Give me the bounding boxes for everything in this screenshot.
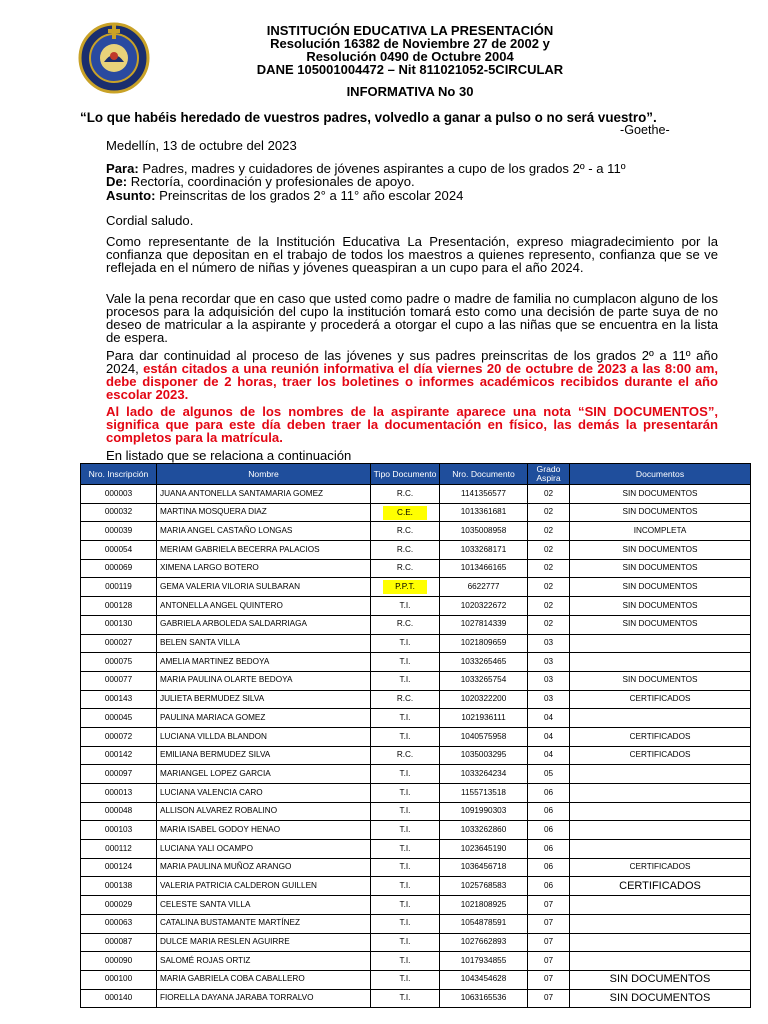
table-row <box>81 896 751 915</box>
cell-name: MARIANGEL LOPEZ GARCIA <box>157 765 371 784</box>
cell-documents: CERTIFICADOS <box>570 877 751 896</box>
cell-inscription: 000003 <box>81 485 157 504</box>
sender-line <box>106 175 718 188</box>
table-row <box>81 727 751 746</box>
cell-name: GABRIELA ARBOLEDA SALDARRIAGA <box>157 615 371 634</box>
cell-doc-type: T.I. <box>371 802 440 821</box>
cell-grade: 07 <box>528 970 570 989</box>
cell-documents <box>570 765 751 784</box>
table-row <box>81 578 751 597</box>
cell-doc-type: T.I. <box>371 914 440 933</box>
cell-doc-number: 1013361681 <box>440 503 528 522</box>
cell-inscription: 000124 <box>81 858 157 877</box>
cell-inscription: 000069 <box>81 559 157 578</box>
table-row <box>81 746 751 765</box>
cell-doc-number: 1013466165 <box>440 559 528 578</box>
cell-grade: 03 <box>528 671 570 690</box>
cell-doc-number: 1091990303 <box>440 802 528 821</box>
cell-grade: 07 <box>528 952 570 971</box>
cell-doc-type: T.I. <box>371 634 440 653</box>
table-row <box>81 690 751 709</box>
col-header-doc-type: Tipo Documento <box>371 464 440 485</box>
cell-doc-type: R.C. <box>371 485 440 504</box>
cell-inscription: 000140 <box>81 989 157 1008</box>
cell-inscription: 000128 <box>81 597 157 616</box>
cell-doc-number: 1141356577 <box>440 485 528 504</box>
cell-inscription: 000054 <box>81 541 157 560</box>
cell-doc-number: 1035003295 <box>440 746 528 765</box>
resolution-line-2: Resolución 0490 de Octubre 2004 <box>306 49 514 64</box>
cell-name: PAULINA MARIACA GOMEZ <box>157 709 371 728</box>
cell-doc-number: 1033265465 <box>440 653 528 672</box>
paragraph-gratitude: Como representante de la Institución Educativa La Presentación, expreso miagradecimiento por la confianza que depositan en el trabajo de todos los maestros a quienes represento, confianza que se ve reflejada en el número de niñas y jóvenes queaspiran a un cupo para el año 2024. <box>106 234 718 275</box>
cell-documents <box>570 802 751 821</box>
table-body <box>81 485 751 1008</box>
cell-inscription: 000027 <box>81 634 157 653</box>
cell-grade: 02 <box>528 485 570 504</box>
cell-doc-number: 1021936111 <box>440 709 528 728</box>
col-header-documents: Documentos <box>570 464 751 485</box>
cell-doc-number: 1033264234 <box>440 765 528 784</box>
meeting-intro: Para dar continuidad al proceso de las jóvenes y sus padres preinscritas de los grados 2º a 11º año 2024, <box>106 348 718 376</box>
table-row <box>81 802 751 821</box>
table-header-row <box>81 464 751 485</box>
cell-doc-type: T.I. <box>371 671 440 690</box>
cell-inscription: 000087 <box>81 933 157 952</box>
cell-doc-number: 1020322200 <box>440 690 528 709</box>
cell-inscription: 000097 <box>81 765 157 784</box>
para-value: Padres, madres y cuidadores de jóvenes aspirantes a cupo de los grados 2º - a 11º <box>138 161 626 176</box>
cell-inscription: 000130 <box>81 615 157 634</box>
table-row <box>81 784 751 803</box>
cell-doc-type: R.C. <box>371 746 440 765</box>
cell-inscription: 000112 <box>81 840 157 859</box>
cell-documents: SIN DOCUMENTOS <box>570 503 751 522</box>
epigraph-author: -Goethe- <box>620 123 670 137</box>
cell-inscription: 000103 <box>81 821 157 840</box>
cell-documents <box>570 896 751 915</box>
cell-doc-type: R.C. <box>371 559 440 578</box>
highlighted-doc-type: C.E. <box>383 506 427 520</box>
subject-line <box>106 189 718 202</box>
cell-name: JUANA ANTONELLA SANTAMARIA GOMEZ <box>157 485 371 504</box>
cell-doc-number: 1035008958 <box>440 522 528 541</box>
cell-documents: SIN DOCUMENTOS <box>570 485 751 504</box>
cell-grade: 06 <box>528 877 570 896</box>
cell-name: MARIA ISABEL GODOY HENAO <box>157 821 371 840</box>
cell-documents: SIN DOCUMENTOS <box>570 578 751 597</box>
cell-inscription: 000029 <box>81 896 157 915</box>
cell-documents: SIN DOCUMENTOS <box>570 597 751 616</box>
cell-inscription: 000075 <box>81 653 157 672</box>
cell-name: XIMENA LARGO BOTERO <box>157 559 371 578</box>
cell-doc-number: 1033265754 <box>440 671 528 690</box>
cell-doc-number: 1040575958 <box>440 727 528 746</box>
applicants-table <box>80 463 751 1008</box>
cell-doc-number: 1054878591 <box>440 914 528 933</box>
cell-inscription: 000072 <box>81 727 157 746</box>
cell-name: SALOMÉ ROJAS ORTIZ <box>157 952 371 971</box>
cell-name: JULIETA BERMUDEZ SILVA <box>157 690 371 709</box>
cell-name: MARTINA MOSQUERA DIAZ <box>157 503 371 522</box>
cell-grade: 02 <box>528 522 570 541</box>
table-row <box>81 840 751 859</box>
para-label: Para: <box>106 161 139 176</box>
cell-grade: 02 <box>528 503 570 522</box>
table-row <box>81 503 751 522</box>
cell-doc-number: 1033268171 <box>440 541 528 560</box>
cell-inscription: 000048 <box>81 802 157 821</box>
cell-doc-type: T.I. <box>371 840 440 859</box>
table-row <box>81 559 751 578</box>
cell-name: CELESTE SANTA VILLA <box>157 896 371 915</box>
table-row <box>81 989 751 1008</box>
cell-doc-number: 1043454628 <box>440 970 528 989</box>
cell-grade: 05 <box>528 765 570 784</box>
cell-doc-type: T.I. <box>371 597 440 616</box>
cell-grade: 06 <box>528 821 570 840</box>
table-row <box>81 597 751 616</box>
cell-name: BELEN SANTA VILLA <box>157 634 371 653</box>
cell-name: VALERIA PATRICIA CALDERON GUILLEN <box>157 877 371 896</box>
cell-documents: SIN DOCUMENTOS <box>570 989 751 1008</box>
table-row <box>81 970 751 989</box>
de-label: De: <box>106 174 128 189</box>
table-row <box>81 821 751 840</box>
cell-grade: 02 <box>528 615 570 634</box>
cell-grade: 04 <box>528 709 570 728</box>
cell-doc-number: 1027662893 <box>440 933 528 952</box>
cell-grade: 04 <box>528 727 570 746</box>
table-row <box>81 653 751 672</box>
highlighted-doc-type: P.P.T. <box>383 580 427 594</box>
cell-grade: 07 <box>528 914 570 933</box>
table-row <box>81 765 751 784</box>
cell-name: MARIA PAULINA OLARTE BEDOYA <box>157 671 371 690</box>
letterhead <box>190 24 630 76</box>
resolution-line-1: Resolución 16382 de Noviembre 27 de 2002 y <box>270 36 550 51</box>
cell-grade: 03 <box>528 690 570 709</box>
cell-documents <box>570 914 751 933</box>
cell-doc-type: T.I. <box>371 952 440 971</box>
cell-documents: CERTIFICADOS <box>570 858 751 877</box>
cell-name: MARIA ANGEL CASTAÑO LONGAS <box>157 522 371 541</box>
cell-documents: CERTIFICADOS <box>570 746 751 765</box>
cell-documents: CERTIFICADOS <box>570 727 751 746</box>
cell-doc-type: T.I. <box>371 896 440 915</box>
school-crest-logo <box>78 22 150 94</box>
paragraph-reminder: Vale la pena recordar que en caso que usted como padre o madre de familia no cumplacon alguno de los procesos para la adquisición del cupo la institución tomará esto como una decisión de parte suya de no deseo de matricular a la aspirante y procederá a otorgar el cupo a las niñas que se encuentra en la lista de espera. <box>106 291 718 345</box>
cell-grade: 04 <box>528 746 570 765</box>
table-row <box>81 541 751 560</box>
cell-doc-number: 1020322672 <box>440 597 528 616</box>
table-row <box>81 671 751 690</box>
cell-documents <box>570 784 751 803</box>
cell-inscription: 000119 <box>81 578 157 597</box>
cell-documents: INCOMPLETA <box>570 522 751 541</box>
table-row <box>81 933 751 952</box>
list-intro: En listado que se relaciona a continuación <box>106 448 352 463</box>
cell-doc-number: 6622777 <box>440 578 528 597</box>
col-header-doc-number: Nro. Documento <box>440 464 528 485</box>
asunto-label: Asunto: <box>106 188 156 203</box>
paragraph-documents-note: Al lado de algunos de los nombres de la aspirante aparece una nota “SIN DOCUMENTOS”, significa que para este día deben traer la documentación en físico, las demás la presentarán completos para la matrícula. <box>106 404 718 445</box>
table-row <box>81 952 751 971</box>
cell-doc-number: 1036456718 <box>440 858 528 877</box>
cell-documents: SIN DOCUMENTOS <box>570 671 751 690</box>
cell-doc-type: T.I. <box>371 653 440 672</box>
cell-doc-number: 1155713518 <box>440 784 528 803</box>
cell-doc-number: 1063165536 <box>440 989 528 1008</box>
cell-documents <box>570 709 751 728</box>
cell-name: LUCIANA VILLDA BLANDON <box>157 727 371 746</box>
col-header-inscription: Nro. Inscripción <box>81 464 157 485</box>
cell-inscription: 000100 <box>81 970 157 989</box>
cell-name: MARIA PAULINA MUÑOZ ARANGO <box>157 858 371 877</box>
cell-doc-type: R.C. <box>371 522 440 541</box>
table-row <box>81 914 751 933</box>
col-header-name: Nombre <box>157 464 371 485</box>
cell-inscription: 000063 <box>81 914 157 933</box>
cell-grade: 03 <box>528 634 570 653</box>
cell-grade: 07 <box>528 896 570 915</box>
de-value: Rectoría, coordinación y profesionales de apoyo. <box>127 174 415 189</box>
col-header-grade: Grado Aspira <box>528 464 570 485</box>
cell-name: AMELIA MARTINEZ BEDOYA <box>157 653 371 672</box>
cell-inscription: 000039 <box>81 522 157 541</box>
cell-inscription: 000090 <box>81 952 157 971</box>
epigraph-quote: “Lo que habéis heredado de vuestros padres, volvedlo a ganar a pulso o no será vuestro”. <box>80 110 657 125</box>
cell-doc-type: T.I. <box>371 970 440 989</box>
cell-name: ANTONELLA ANGEL QUINTERO <box>157 597 371 616</box>
cell-inscription: 000032 <box>81 503 157 522</box>
circular-title: INFORMATIVA No 30 <box>346 84 474 99</box>
cell-documents <box>570 952 751 971</box>
cell-documents: SIN DOCUMENTOS <box>570 541 751 560</box>
cell-doc-type: T.I. <box>371 765 440 784</box>
cell-doc-type <box>371 503 440 522</box>
cell-inscription: 000013 <box>81 784 157 803</box>
cell-documents: SIN DOCUMENTOS <box>570 970 751 989</box>
cell-grade: 03 <box>528 653 570 672</box>
greeting: Cordial saludo. <box>106 213 194 228</box>
cell-name: LUCIANA YALI OCAMPO <box>157 840 371 859</box>
cell-name: DULCE MARIA RESLEN AGUIRRE <box>157 933 371 952</box>
cell-doc-number: 1017934855 <box>440 952 528 971</box>
cell-grade: 07 <box>528 933 570 952</box>
cell-doc-type: R.C. <box>371 615 440 634</box>
place-date: Medellín, 13 de octubre del 2023 <box>106 138 297 153</box>
cell-documents: SIN DOCUMENTOS <box>570 559 751 578</box>
paragraph-meeting <box>106 349 718 401</box>
cell-grade: 06 <box>528 784 570 803</box>
cell-name: MERIAM GABRIELA BECERRA PALACIOS <box>157 541 371 560</box>
cell-grade: 06 <box>528 802 570 821</box>
cell-doc-number: 1027814339 <box>440 615 528 634</box>
cell-documents: CERTIFICADOS <box>570 690 751 709</box>
cell-doc-type: T.I. <box>371 933 440 952</box>
cell-doc-type: R.C. <box>371 690 440 709</box>
cell-doc-type: R.C. <box>371 541 440 560</box>
table-row <box>81 709 751 728</box>
cell-doc-number: 1025768583 <box>440 877 528 896</box>
cell-documents <box>570 653 751 672</box>
cell-inscription: 000143 <box>81 690 157 709</box>
cell-name: FIORELLA DAYANA JARABA TORRALVO <box>157 989 371 1008</box>
table-row <box>81 522 751 541</box>
cell-name: CATALINA BUSTAMANTE MARTÍNEZ <box>157 914 371 933</box>
cell-documents: SIN DOCUMENTOS <box>570 615 751 634</box>
cell-documents <box>570 840 751 859</box>
cell-documents <box>570 821 751 840</box>
cell-inscription: 000138 <box>81 877 157 896</box>
table-row <box>81 485 751 504</box>
cell-grade: 02 <box>528 541 570 560</box>
table-row <box>81 877 751 896</box>
cell-inscription: 000142 <box>81 746 157 765</box>
cell-grade: 02 <box>528 578 570 597</box>
cell-name: LUCIANA VALENCIA CARO <box>157 784 371 803</box>
cell-doc-number: 1021809659 <box>440 634 528 653</box>
cell-doc-type: T.I. <box>371 727 440 746</box>
cell-name: ALLISON ALVAREZ ROBALINO <box>157 802 371 821</box>
cell-grade: 06 <box>528 858 570 877</box>
table-row <box>81 615 751 634</box>
cell-doc-type: T.I. <box>371 821 440 840</box>
cell-doc-type: T.I. <box>371 877 440 896</box>
cell-inscription: 000077 <box>81 671 157 690</box>
table-row <box>81 858 751 877</box>
cell-name: GEMA VALERIA VILORIA SULBARAN <box>157 578 371 597</box>
cell-grade: 07 <box>528 989 570 1008</box>
cell-doc-number: 1033262860 <box>440 821 528 840</box>
meeting-notice: están citados a una reunión informativa el día viernes 20 de octubre de 2023 a las 8:00 am, debe disponer de 2 horas, traer los boletines o informes académicos recibidos durante el año escolar 2023. <box>106 361 718 402</box>
cell-doc-type: T.I. <box>371 784 440 803</box>
asunto-value: Preinscritas de los grados 2° a 11° año escolar 2024 <box>155 188 464 203</box>
cell-documents <box>570 634 751 653</box>
cell-doc-type <box>371 578 440 597</box>
cell-doc-type: T.I. <box>371 709 440 728</box>
cell-doc-type: T.I. <box>371 858 440 877</box>
dane-nit-line: DANE 105001004472 – Nit 811021052-5CIRCULAR <box>256 62 564 77</box>
cell-doc-number: 1023645190 <box>440 840 528 859</box>
cell-name: MARIA GABRIELA COBA CABALLERO <box>157 970 371 989</box>
cell-documents <box>570 933 751 952</box>
cell-grade: 02 <box>528 597 570 616</box>
cell-grade: 02 <box>528 559 570 578</box>
table-row <box>81 634 751 653</box>
cell-doc-type: T.I. <box>371 989 440 1008</box>
cell-inscription: 000045 <box>81 709 157 728</box>
cell-grade: 06 <box>528 840 570 859</box>
cell-doc-number: 1021808925 <box>440 896 528 915</box>
institution-name: INSTITUCIÓN EDUCATIVA LA PRESENTACIÓN <box>266 23 554 38</box>
cell-name: EMILIANA BERMUDEZ SILVA <box>157 746 371 765</box>
